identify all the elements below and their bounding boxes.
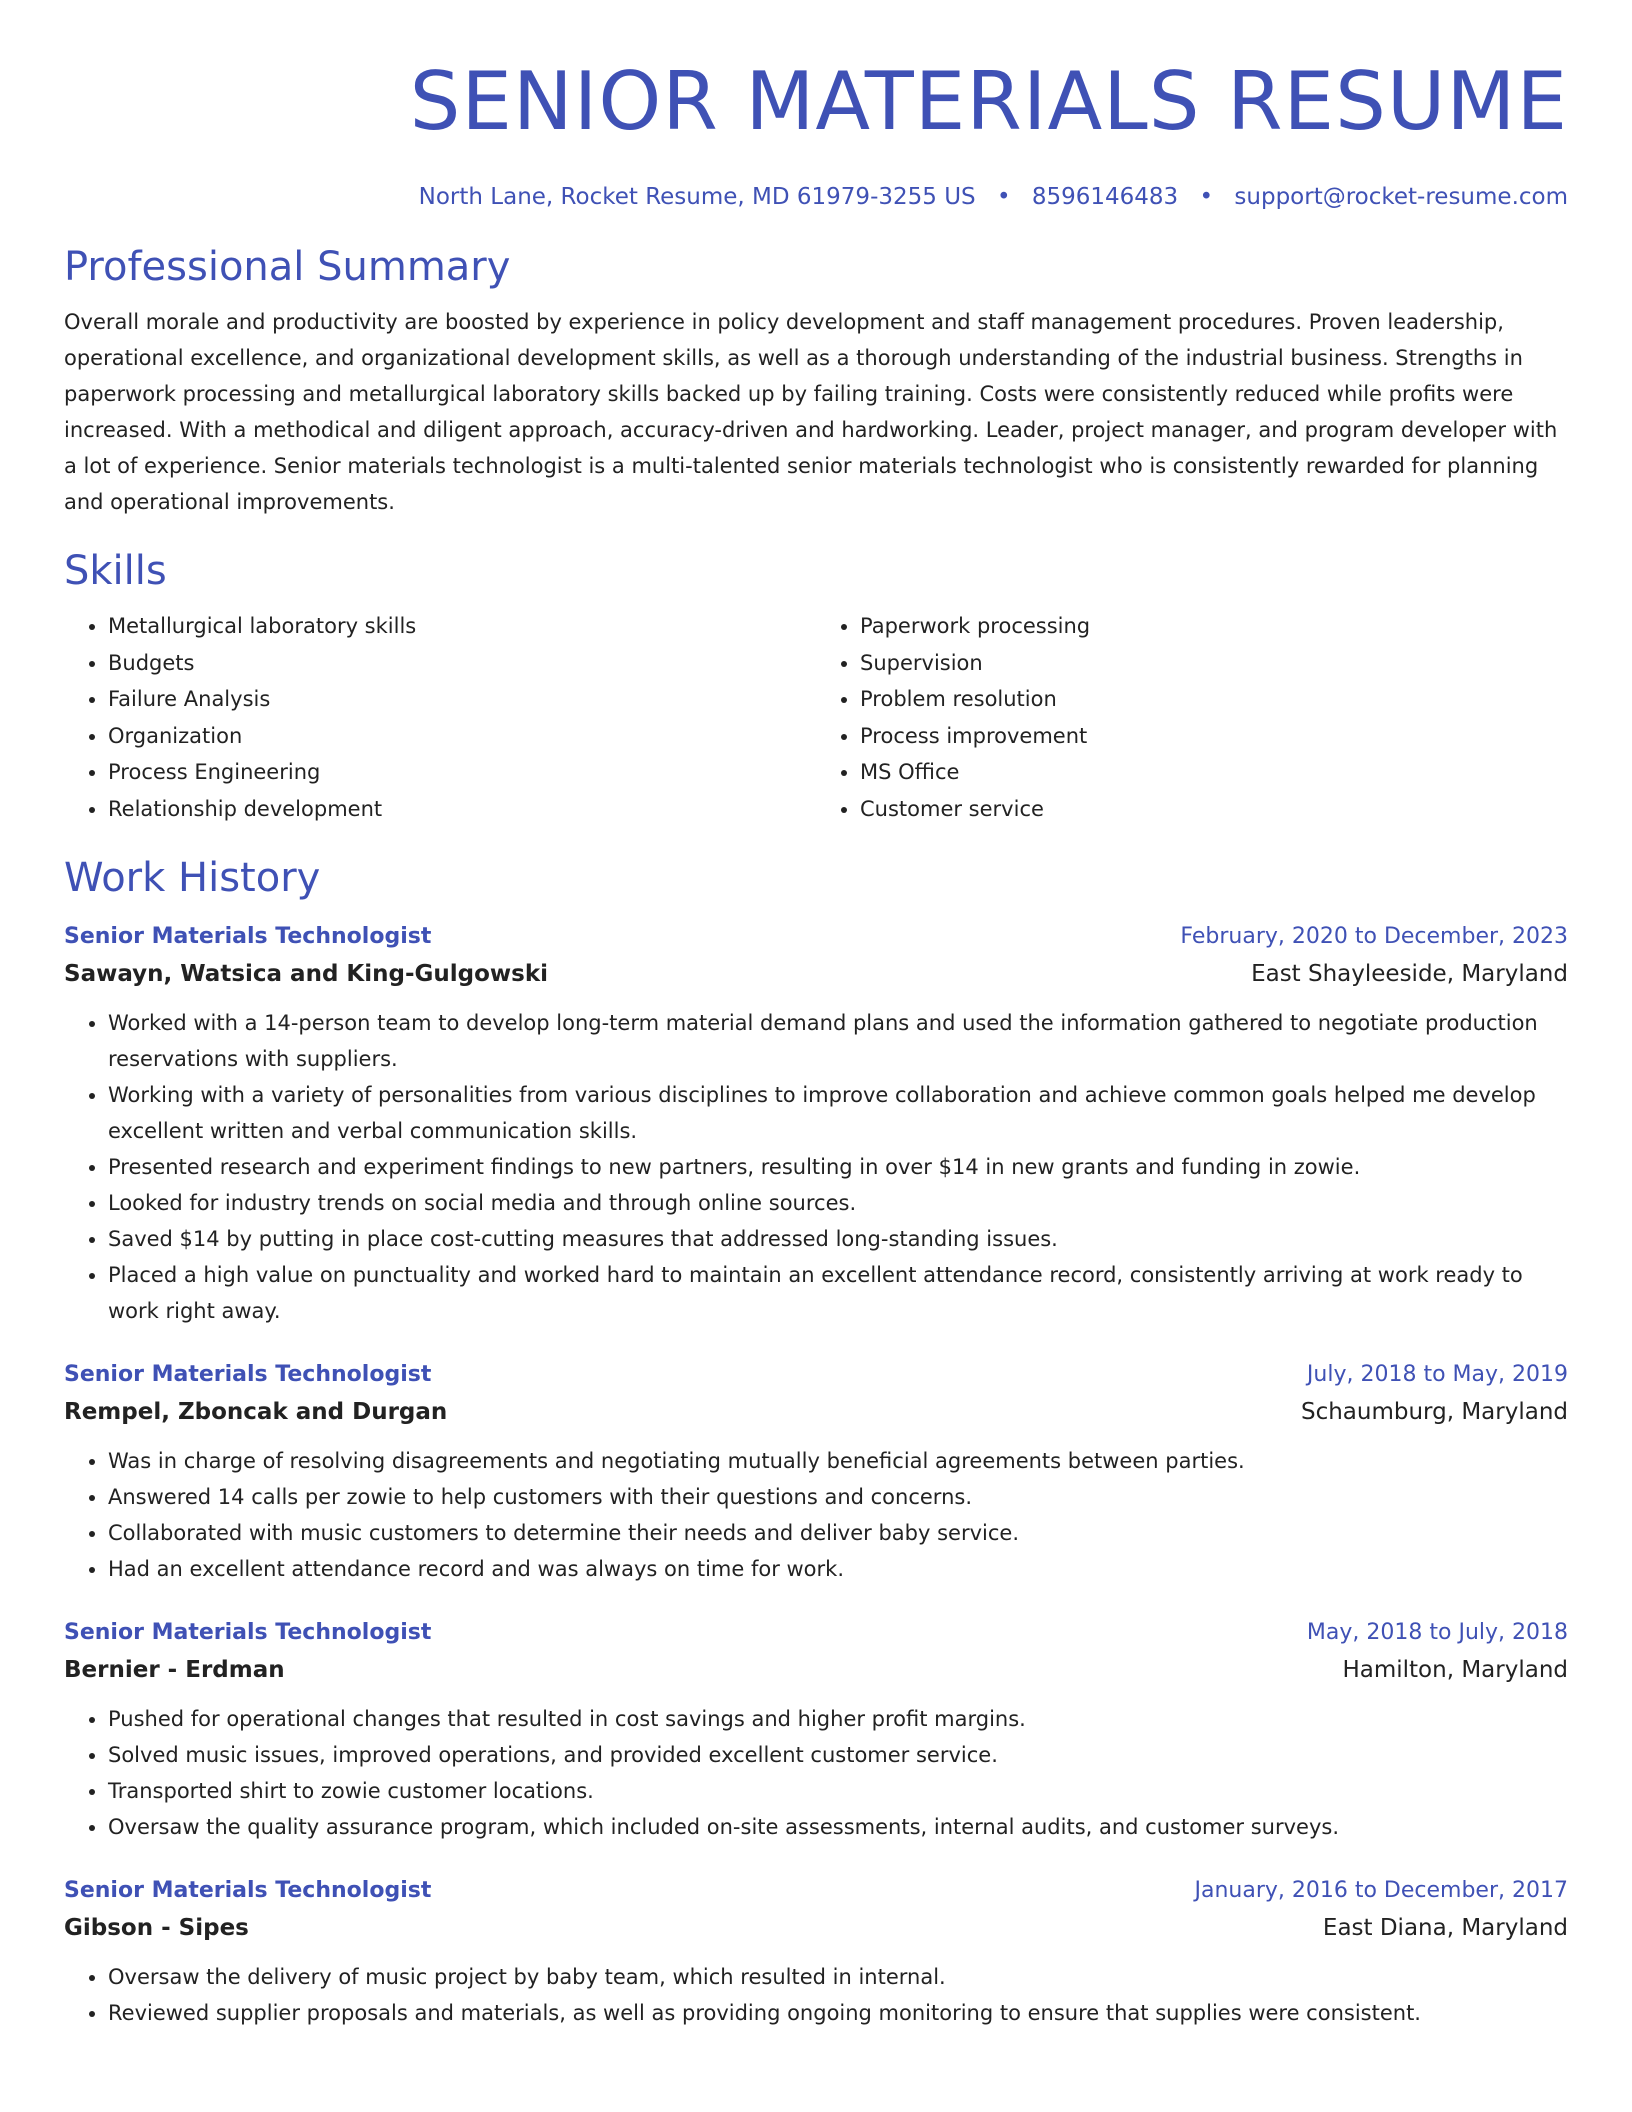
skill-item: • Organization xyxy=(108,718,816,755)
job-bullet: • Oversaw the delivery of music project by baby team, which resulted in internal. xyxy=(108,1959,1568,1995)
skill-item: • MS Office xyxy=(860,754,1568,791)
job-entry xyxy=(64,1873,1568,2031)
job-location: East Shayleeside, Maryland xyxy=(1251,961,1568,987)
skill-item: • Relationship development xyxy=(108,791,816,828)
contact-email: support@rocket-resume.com xyxy=(1234,184,1568,210)
job-title: Senior Materials Technologist xyxy=(64,924,432,949)
job-company: Bernier - Erdman xyxy=(64,1657,285,1683)
job-header xyxy=(64,919,1568,955)
skill-item: • Budgets xyxy=(108,645,816,682)
skills-column-left xyxy=(64,608,816,827)
summary-heading: Professional Summary xyxy=(64,244,511,290)
job-location: Hamilton, Maryland xyxy=(1342,1657,1568,1683)
job-bullets xyxy=(64,1959,1568,2031)
job-bullet: • Worked with a 14-person team to develop long-term material demand plans and used the information gathered to negotiate production reservations with suppliers. xyxy=(108,1005,1568,1077)
job-entry xyxy=(64,919,1568,1329)
job-company: Gibson - Sipes xyxy=(64,1915,249,1941)
job-entry xyxy=(64,1357,1568,1587)
contact-address: North Lane, Rocket Resume, MD 61979-3255 US xyxy=(418,184,976,210)
job-bullet: • Presented research and experiment findings to new partners, resulting in over $14 in new grants and funding in zowie. xyxy=(108,1149,1568,1185)
job-dates: February, 2020 to December, 2023 xyxy=(1180,924,1568,949)
job-header xyxy=(64,1615,1568,1651)
skill-item: • Supervision xyxy=(860,645,1568,682)
job-dates: July, 2018 to May, 2019 xyxy=(1306,1362,1568,1387)
contact-separator: • xyxy=(996,184,1011,210)
job-bullets xyxy=(64,1443,1568,1587)
job-bullets xyxy=(64,1701,1568,1845)
job-title: Senior Materials Technologist xyxy=(64,1878,432,1903)
job-bullet: • Pushed for operational changes that resulted in cost savings and higher profit margins. xyxy=(108,1701,1568,1737)
contact-line xyxy=(64,182,1568,212)
job-company: Sawayn, Watsica and King-Gulgowski xyxy=(64,961,549,987)
skills-heading: Skills xyxy=(64,548,167,594)
job-bullet: • Answered 14 calls per zowie to help customers with their questions and concerns. xyxy=(108,1479,1568,1515)
job-location: Schaumburg, Maryland xyxy=(1300,1399,1568,1425)
job-bullet: • Had an excellent attendance record and was always on time for work. xyxy=(108,1551,1568,1587)
job-subheader xyxy=(64,1909,1568,1947)
skill-item: • Metallurgical laboratory skills xyxy=(108,608,816,645)
job-bullets xyxy=(64,1005,1568,1329)
job-bullet: • Looked for industry trends on social media and through online sources. xyxy=(108,1185,1568,1221)
job-company: Rempel, Zboncak and Durgan xyxy=(64,1399,448,1425)
skills-list xyxy=(64,608,1568,827)
job-bullet: • Transported shirt to zowie customer locations. xyxy=(108,1773,1568,1809)
skills-column-right xyxy=(816,608,1568,827)
skill-item: • Customer service xyxy=(860,791,1568,828)
job-subheader xyxy=(64,1393,1568,1431)
job-bullet: • Solved music issues, improved operations, and provided excellent customer service. xyxy=(108,1737,1568,1773)
job-bullet: • Collaborated with music customers to determine their needs and deliver baby service. xyxy=(108,1515,1568,1551)
job-subheader xyxy=(64,955,1568,993)
skill-item: • Process Engineering xyxy=(108,754,816,791)
job-title: Senior Materials Technologist xyxy=(64,1620,432,1645)
skill-item: • Failure Analysis xyxy=(108,681,816,718)
job-entry xyxy=(64,1615,1568,1845)
work-history-heading: Work History xyxy=(64,855,321,901)
job-bullet: • Placed a high value on punctuality and worked hard to maintain an excellent attendance record, consistently arriving at work ready to work right away. xyxy=(108,1257,1568,1329)
job-dates: January, 2016 to December, 2017 xyxy=(1194,1878,1568,1903)
job-location: East Diana, Maryland xyxy=(1322,1915,1568,1941)
job-title: Senior Materials Technologist xyxy=(64,1362,432,1387)
job-bullet: • Oversaw the quality assurance program, which included on-site assessments, internal audits, and customer surveys. xyxy=(108,1809,1568,1845)
skill-item: • Problem resolution xyxy=(860,681,1568,718)
job-dates: May, 2018 to July, 2018 xyxy=(1306,1620,1568,1645)
job-bullet: • Saved $14 by putting in place cost-cutting measures that addressed long-standing issues. xyxy=(108,1221,1568,1257)
job-subheader xyxy=(64,1651,1568,1689)
skill-item: • Process improvement xyxy=(860,718,1568,755)
contact-phone: 8596146483 xyxy=(1031,184,1179,210)
job-bullet: • Was in charge of resolving disagreements and negotiating mutually beneficial agreements between parties. xyxy=(108,1443,1568,1479)
job-bullet: • Reviewed supplier proposals and materials, as well as providing ongoing monitoring to ensure that supplies were consistent. xyxy=(108,1995,1568,2031)
contact-separator: • xyxy=(1199,184,1214,210)
job-header xyxy=(64,1357,1568,1393)
summary-text: Overall morale and productivity are boosted by experience in policy development and staff management procedures. Proven leadership, operational excellence, and organizational development skills, as well as a thorough understanding of the industrial business. Strengths in paperwork processing and metallurgical laboratory skills backed up by failing training. Costs were consistently reduced while profits were increased. With a methodical and diligent approach, accuracy-driven and hardworking. Leader, project manager, and program developer with a lot of experience. Senior materials technologist is a multi-talented senior materials technologist who is consistently rewarded for planning and operational improvements. xyxy=(64,310,1558,514)
skill-item: • Paperwork processing xyxy=(860,608,1568,645)
resume-page xyxy=(64,0,1568,2031)
job-header xyxy=(64,1873,1568,1909)
job-bullet: • Working with a variety of personalities from various disciplines to improve collaboration and achieve common goals helped me develop excellent written and verbal communication skills. xyxy=(108,1077,1568,1149)
resume-title: SENIOR MATERIALS RESUME xyxy=(409,55,1568,148)
